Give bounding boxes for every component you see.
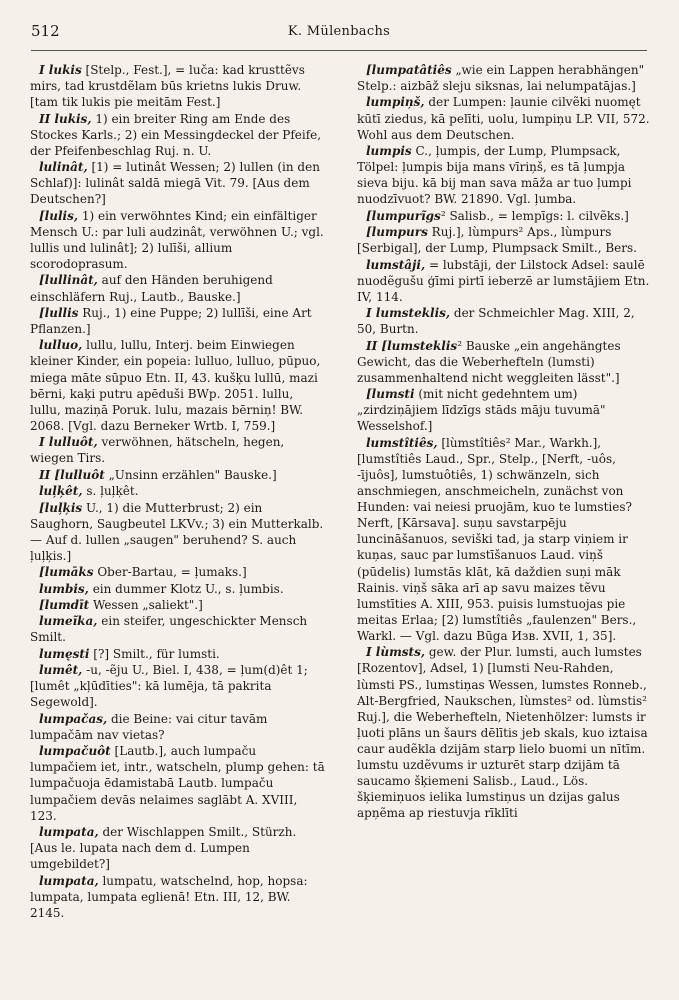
entry-headword: lumstâji, bbox=[366, 257, 426, 272]
header-rule bbox=[31, 50, 647, 51]
dictionary-entry bbox=[30, 581, 325, 597]
dictionary-entry bbox=[30, 873, 325, 921]
entry-text: Ruj.], lùmpurs² Aps., lùmpurs [Serbigal], der Lump, Plumpsack Smilt., Bers. bbox=[357, 225, 637, 256]
entry-text: C., ļumpis, der Lump, Plumpsack, Tölpel: ļumpis bija mans vīriņš, es tā ļumpja sieva biju. kā bij man sava māža ar tuo ļumpi nuodzīvuot? BW. 21890. Vgl. ļumba. bbox=[357, 144, 632, 207]
entry-headword: lulluo, bbox=[39, 338, 83, 353]
entry-text: verwöhnen, hätscheln, hegen, wiegen Tirs. bbox=[30, 435, 285, 466]
entry-text: „wie ein Lappen herabhängen" Stelp.: aizbāž sleju siksnas, lai nelumpatājas.] bbox=[357, 63, 645, 94]
entry-headword: lumpiņš, bbox=[366, 95, 425, 110]
entry-text: [lùmstîtiês² Mar., Warkh.], [lumstîtiês Laud., Spr., Stelp., [Nerft, -uôs, -ījuôs], lumstuôtiês, 1) schwänzeln, sich anschmiegen, anschmeicheln, zunächst von Hunden: vai neiesi pruojām, kuo te lumsties? Nerft, [Kārsava]. suņu savstarpēju luncināšanuos, seviški tad, ja starp viņiem ir kuņas, sauc par lumstīšanuos Laud. viņš (pūdelis) lumstās klāt, kā daždien suņi māk Rainis. viņš sāka arī ap savu maizes tẽvu lumstīties A. XIII, 953. puisis lumstuojas pie meitas Erlaa; [2) lumstîtiês „faulenzen" Bers., Warkl. — Vgl. dazu Būga Изв. XVII, 1, 35]. bbox=[357, 435, 637, 643]
dictionary-entry bbox=[30, 483, 325, 499]
entry-headword: luļķêt, bbox=[39, 484, 83, 499]
dictionary-entry bbox=[357, 435, 652, 644]
entry-text: ² Salisb., = lempīgs: l. cilvẽks.] bbox=[440, 208, 629, 223]
entry-headword: lumęsti bbox=[39, 646, 90, 661]
entry-text: auf den Händen beruhigend einschläfern Ruj., Lautb., Bauske.] bbox=[30, 273, 273, 304]
entry-text: ein steifer, ungeschickter Mensch Smilt. bbox=[30, 614, 308, 645]
dictionary-entry bbox=[30, 743, 325, 823]
dictionary-entry bbox=[357, 257, 652, 305]
entry-headword: [lumāks bbox=[39, 565, 94, 580]
entry-headword: lumpačas, bbox=[39, 711, 108, 726]
dictionary-entry bbox=[357, 224, 652, 256]
entry-headword: lumstîtiês, bbox=[366, 435, 438, 450]
entry-headword: II [lulluôt bbox=[39, 467, 105, 482]
dictionary-entry bbox=[357, 208, 652, 224]
dictionary-entry bbox=[30, 337, 325, 434]
entry-text: „Unsinn erzählen" Bauske.] bbox=[104, 467, 277, 482]
entry-text: die Beine: vai citur tavām lumpačām nav vietas? bbox=[30, 711, 268, 742]
dictionary-entry bbox=[30, 613, 325, 645]
entry-headword: [lulis, bbox=[39, 208, 79, 223]
entry-text: = lubstāji, der Lilstock Adsel: saulē nuodẽgušu ģīmi pirtī ieberzē ar lumstājiem Etn. IV, 114. bbox=[357, 257, 650, 304]
dictionary-entry bbox=[357, 143, 652, 207]
entry-headword: I lumsteklis, bbox=[366, 306, 451, 321]
entry-text: [?] Smilt., für lumsti. bbox=[89, 646, 220, 661]
dictionary-entry bbox=[30, 597, 325, 613]
dictionary-entry bbox=[30, 500, 325, 564]
entry-text: lullu, lullu, Interj. beim Einwiegen kleiner Kinder, ein popeia: lulluo, lulluo, pūpuo, miega māte sūpuo Etn. II, 43. kušķu lullū, mazi bērni, kaķi putru apēduši BWp. 2051. lullu, lullu, maziņā Poruk. lulu, mazais bērniņ! BW. 2068. [Vgl. dazu Berneker Wrtb. I, 759.] bbox=[30, 338, 321, 433]
entry-headword: [lullinât, bbox=[39, 273, 98, 288]
running-head: K. Mülenbachs bbox=[287, 24, 391, 39]
entry-text: U., 1) die Mutterbrust; 2) ein Saughorn, Saugbeutel LKVv.; 3) ein Mutterkalb. — Auf d. lullen „saugen" beruhend? S. auch ļuļķis.] bbox=[30, 500, 324, 563]
entry-headword: II lukis, bbox=[39, 111, 92, 126]
entry-headword: [lumpatâtiês bbox=[366, 63, 452, 77]
entry-text: Ober-Bartau, = ļumaks.] bbox=[93, 565, 247, 580]
entry-headword: I lulluôt, bbox=[39, 435, 98, 450]
page-number: 512 bbox=[31, 22, 60, 40]
dictionary-entry bbox=[30, 467, 325, 483]
entry-headword: lumbis, bbox=[39, 581, 89, 596]
dictionary-entry bbox=[30, 824, 325, 872]
dictionary-entry bbox=[30, 111, 325, 159]
entry-text: (mit nicht gedehntem um) „zirdziņājiem līdzīgs stāds māju tuvumā" Wesselshof.] bbox=[357, 387, 606, 434]
entry-text: 1) ein breiter Ring am Ende des Stockes Karls.; 2) ein Messingdeckel der Pfeife, der Pfeifenbeschlag Ruj. n. U. bbox=[30, 111, 322, 158]
entry-headword: lumeĩka, bbox=[39, 614, 98, 629]
entry-text: Wessen „saliekt".] bbox=[89, 597, 203, 612]
entry-text: [Lautb.], auch lumpaču lumpačiem iet, intr., watscheln, plump gehen: tā lumpačuoja ēdamistabā Lautb. lumpaču lumpačiem devās nelaimes saglābt A. XVIII, 123. bbox=[30, 744, 325, 823]
right-column bbox=[357, 62, 652, 822]
dictionary-entry bbox=[30, 711, 325, 743]
entry-headword: [luļķis bbox=[39, 500, 83, 515]
entry-headword: II [lumsteklis bbox=[366, 338, 458, 353]
entry-text: lumpatu, watschelnd, hop, hopsa: lumpata, lumpata eglienā! Etn. III, 12, BW. 2145. bbox=[30, 873, 308, 920]
dictionary-entry bbox=[30, 434, 325, 466]
dictionary-entry bbox=[30, 646, 325, 662]
entry-headword: lumpačuôt bbox=[39, 744, 111, 759]
entry-text: der Wischlappen Smilt., Stürzh. [Aus le. lupata nach dem d. Lumpen umgebildet?] bbox=[30, 825, 297, 872]
entry-text: -u, -ẽju U., Biel. I, 438, = ļum(d)êt 1; [lumêt „kļūdīties": kā lumēja, tā pakrita Segewold]. bbox=[30, 663, 308, 710]
entry-text: Ruj., 1) eine Puppe; 2) lullīši, eine Art Pflanzen.] bbox=[30, 305, 312, 336]
left-column bbox=[30, 62, 325, 921]
dictionary-entry bbox=[357, 305, 652, 337]
entry-headword: lumpata, bbox=[39, 825, 99, 840]
dictionary-entry bbox=[30, 272, 325, 304]
entry-text: ein dummer Klotz U., s. ļumbis. bbox=[88, 581, 284, 596]
dictionary-entry bbox=[357, 338, 652, 386]
entry-headword: I lukis bbox=[39, 63, 82, 77]
entry-headword: [lumpurs bbox=[366, 225, 428, 240]
dictionary-entry bbox=[357, 386, 652, 434]
entry-headword: lumêt, bbox=[39, 663, 83, 678]
page-header bbox=[31, 22, 647, 50]
entry-text: [Stelp., Fest.], = luča: kad krusttẽvs mirs, tad krustdẽlam būs krietns lukis Druw. [tam tik lukis pie meitām Fest.] bbox=[30, 63, 305, 110]
entry-headword: I lùmsts, bbox=[366, 645, 426, 660]
entry-headword: [lumpurĩgs bbox=[366, 208, 441, 223]
entry-headword: lumpis bbox=[366, 144, 412, 159]
dictionary-entry bbox=[357, 62, 652, 94]
dictionary-entry bbox=[357, 94, 652, 142]
entry-text: ² Bauske „ein angehängtes Gewicht, das die Weberhefteln (lumsti) zusammenhaltend nicht weggleiten lässt".] bbox=[357, 338, 621, 385]
entry-headword: [lumdīt bbox=[39, 597, 90, 612]
dictionary-entry bbox=[30, 564, 325, 580]
entry-text: 1) ein verwöhntes Kind; ein einfältiger Mensch U.: par luli audzinât, verwöhnen U.; vgl. lullis und lulinât]; 2) lulīši, allium scorodoprasum. bbox=[30, 208, 324, 272]
dictionary-entry bbox=[30, 305, 325, 337]
dictionary-entry bbox=[357, 644, 652, 821]
entry-headword: lumpata, bbox=[39, 873, 99, 888]
dictionary-entry bbox=[30, 159, 325, 207]
dictionary-entry bbox=[30, 208, 325, 272]
entry-text: s. ļuļķêt. bbox=[82, 484, 139, 499]
entry-headword: [lullis bbox=[39, 305, 79, 320]
entry-text: der Schmeichler Mag. XIII, 2, 50, Burtn. bbox=[357, 306, 635, 337]
entry-text: gew. der Plur. lumsti, auch lumstes [Rozentov], Adsel, 1) [lumsti Neu-Rahden, lùmsti PS., lumstiņas Wessen, lumstes Ronneb., Alt-Bergfried, Naukschen, lùmstes² od. lùmstis² Ruj.], die Weberhefteln, Nietenhölzer: lumsts ir ļuoti plāns un šaurs dēlītis jeb skals, kuo iztaisa caur audẽkla dzijām starp lielo buomi un nītīm. lumstu uzdẽvums ir uzturēt starp dzijām tā saucamo šķiemeni Salisb., Laud., Lös. šķiemiņuos ielika lumstiņus un dzijas galus apņẽma ap riestuvja rīklīti bbox=[357, 645, 648, 821]
entry-text: der Lumpen: ļaunie cilvẽki nuomęt kūtī ziedus, kā pelīti, uolu, lumpiņu LP. VII, 572. Wohl aus dem Deutschen. bbox=[357, 95, 650, 142]
dictionary-entry bbox=[30, 62, 325, 110]
dictionary-entry bbox=[30, 662, 325, 710]
entry-headword: [lumsti bbox=[366, 387, 415, 402]
entry-text: [1) = lutinât Wessen; 2) lullen (in den Schlaf)]: lulinât saldā miegā Vit. 79. [Aus dem Deutschen?] bbox=[30, 160, 320, 207]
entry-headword: lulinât, bbox=[39, 160, 88, 175]
